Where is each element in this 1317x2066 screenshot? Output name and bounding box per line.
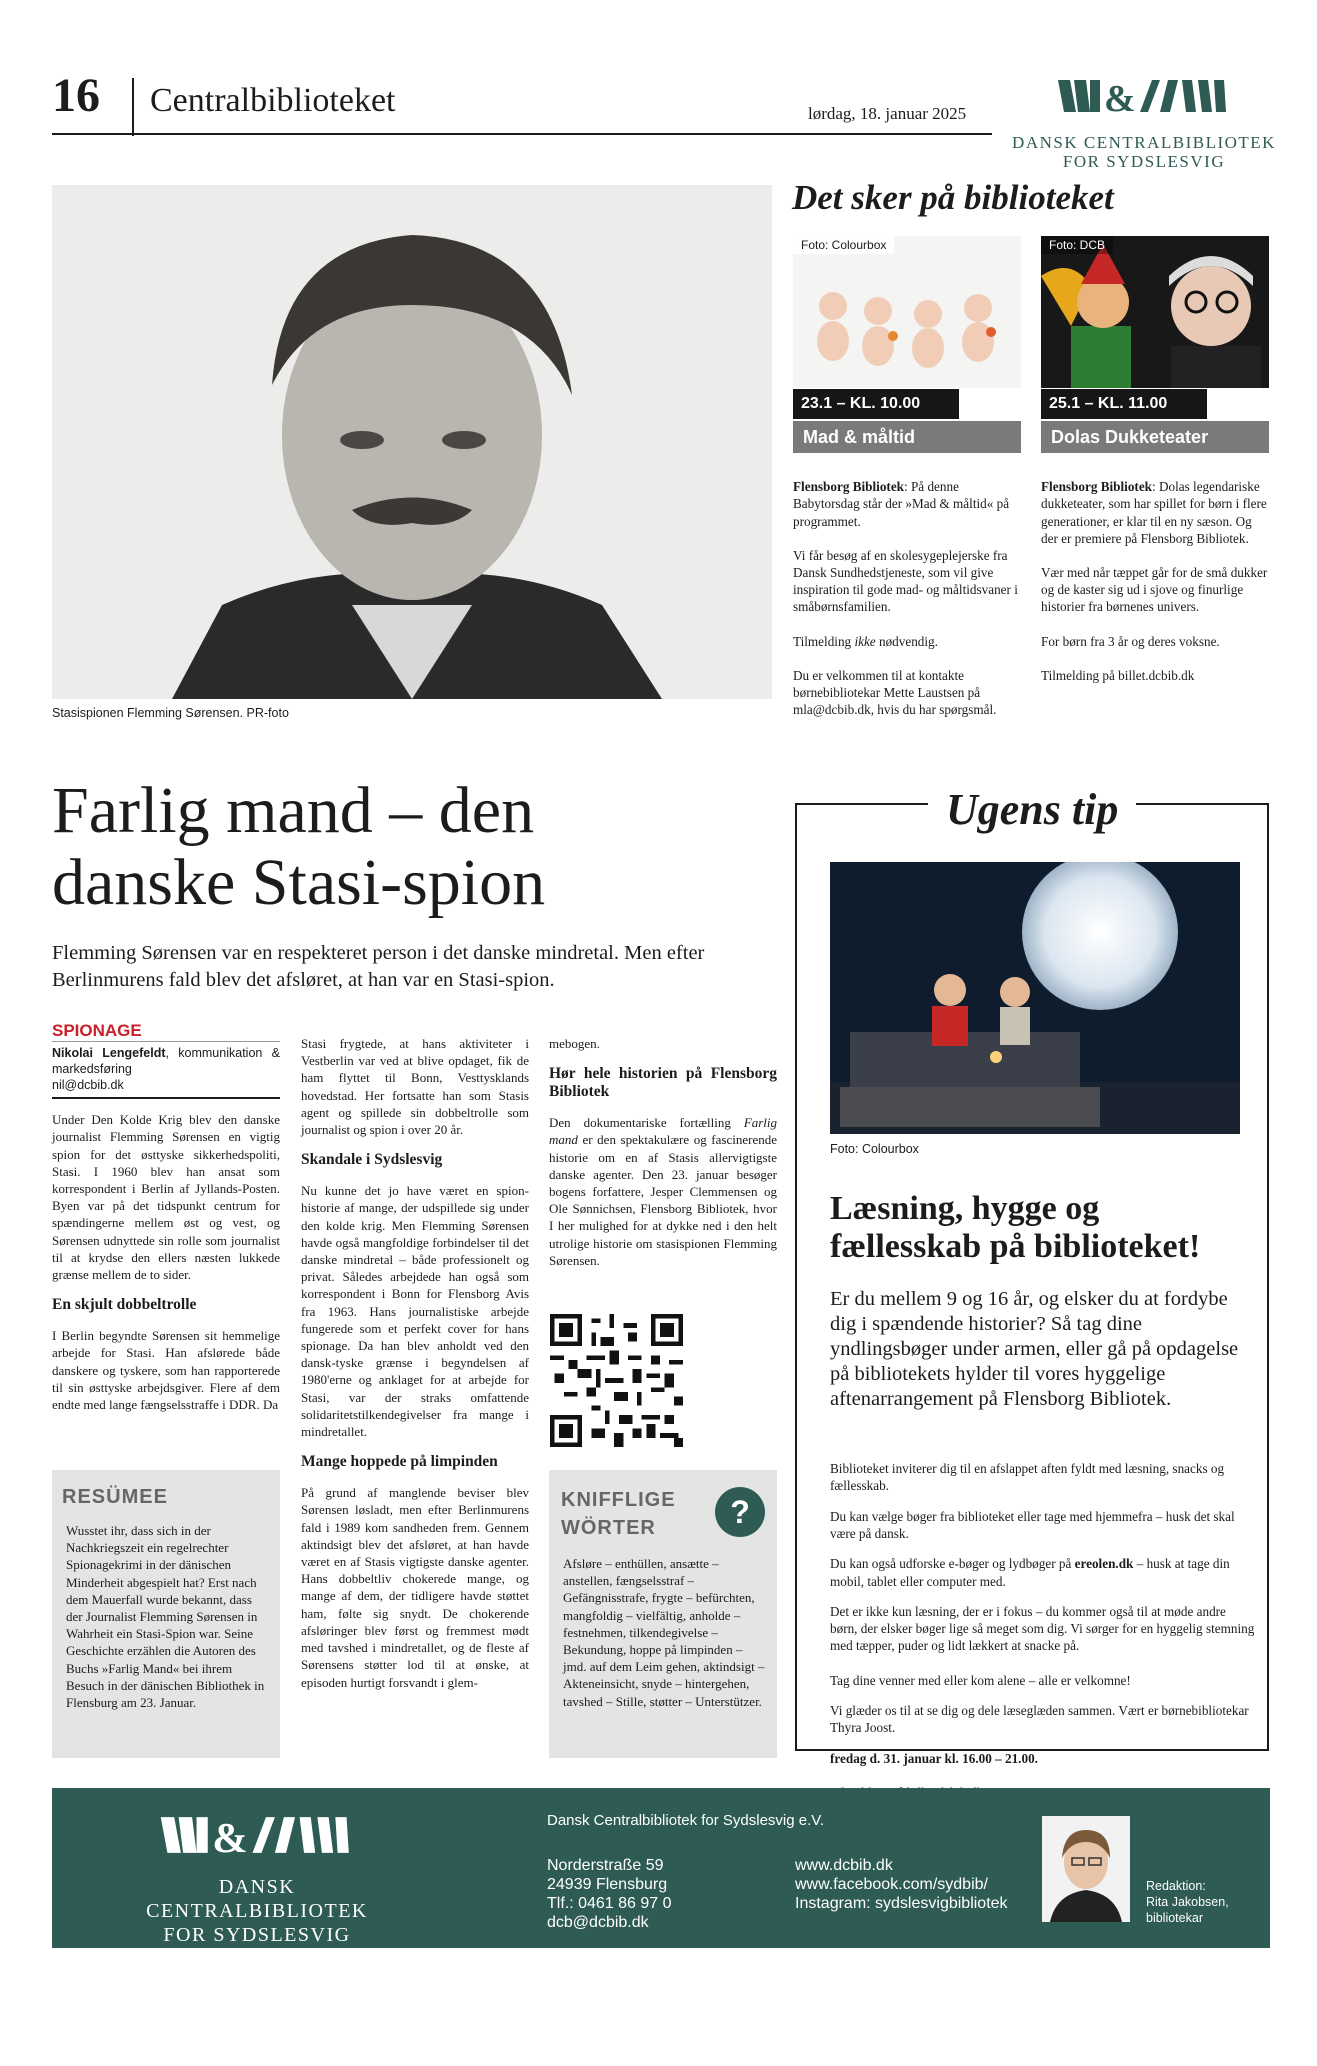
event-location: Flensborg Bibliotek — [793, 479, 905, 495]
tip-paragraph: Du kan også udforske e-bøger og lydbøger på ereolen.dk – husk at tage din mobil, tablet eller computer med. — [830, 1556, 1230, 1589]
resume-box — [52, 1470, 280, 1758]
footer-instagram-link[interactable]: Instagram: sydslesvigbibliotek — [795, 1895, 1008, 1912]
article-paragraph: mebogen. — [549, 1036, 600, 1051]
tip-paragraph: Du kan vælge bøger fra biblioteket eller tage med hjemmefra – husk det skal være på dansk. — [830, 1508, 1235, 1541]
article-paragraph: Den dokumentariske fortælling Farlig mand er den spektakulære og fascinerende historie om en af Stasis allervigtigste danske agenter. Den 23. januar besøger bogens forfattere, Jesper Clemmensen og Ole Sønnichsen, Flensborg Bibliotek, hvor I her mulighed for at dykke ned i den helt utrolige historie om stasispionen Flemming Sørensen. — [549, 1115, 777, 1268]
dcb-logo-mark — [1010, 78, 1278, 114]
photo-credit: Foto: DCB — [1041, 236, 1113, 254]
svg-text:&: & — [1104, 78, 1136, 114]
article-paragraph: Nu kunne det jo have været en spion-historie af mange, der udspillede sig under den kolde krig. Men Flemming Sørensen havde også mangfoldige forbindelser til det danske mindretal – både professionelt og privat. Således arbejdede han også som korrespondent i Bonn for Flensborg Avis fra 1963. Hans journalistiske arbejde fungerede som et perfekt cover for hans spionage. Da han blev anholdt ved den dansk-tyske grænse i begyndelsen af 1980'erne og anklaget for at arbejde for Stasi, var der straks omfattende solidaritetstilkendegivelser fra mange i mindretallet. — [301, 1183, 529, 1440]
article-subheading: Skandale i Sydslesvig — [301, 1151, 443, 1169]
photo-caption: Stasispionen Flemming Sørensen. PR-foto — [52, 706, 289, 720]
article-column-1 — [52, 1022, 280, 1426]
article-column-3 — [549, 1022, 777, 1282]
event-date-tag: 23.1 – KL. 10.00 — [793, 389, 959, 419]
question-icon: ? — [715, 1487, 765, 1537]
tip-paragraph: Det er ikke kun læsning, der er i fokus – du kommer også til at møde andre børn, der elsker bøger lige så meget som dig. Vi sørger for en hyggelig stemning med tæpper, puder og lidt lækkert at snacke på. — [830, 1603, 1255, 1654]
event-date-tag: 25.1 – KL. 11.00 — [1041, 389, 1207, 419]
event-photo-puppet — [1041, 236, 1269, 388]
article-headline: Farlig mand – den danske Stasi-spion — [52, 774, 546, 919]
event-signup: Tilmelding på billet.dcbib.dk — [1041, 667, 1195, 683]
page-number: 16 — [52, 69, 100, 122]
tip-headline: Læsning, hygge og fællesskab på biblioteket! — [830, 1190, 1201, 1265]
article-paragraph: I Berlin begyndte Sørensen sit hemmelige arbejde for Stasi. Han afslørede både danskere og tyskere, som han rapporterede til sin østtyske arbejdsgiver. Flere af dem endte med lange fængselsstraffe i DDR. Da — [52, 1328, 280, 1413]
article-paragraph: På grund af manglende beviser blev Sørensen løsladt, men efter Berlinmurens fald i 1989 kom sandheden frem. Gennem aktindsigt blev det afsløret, at han havde været en af Stasis vigtigste danske agenter. Hans dobbeltliv chokerede mange, og mange af dem, der tidligere havde støttet ham, følte sig snydt. De chokerende afsløringer blev først og fremmest mødt med tavshed i mindretallet, og de fleste af Sørensens støtter lod til at ønske, at episoden hurtigt forsvandt i glem- — [301, 1485, 529, 1690]
logo-line2: FOR SYDSLESVIG — [1062, 152, 1226, 171]
logo-line1: DANSK CENTRALBIBLIOTEK — [1012, 133, 1276, 152]
event-text: Vi får besøg af en skolesygeplejerske fra Dansk Sundhedstjeneste, som vil give inspiration til gode mad- og måltidsvaner i småbørnsfamilien. — [793, 547, 1018, 615]
author-email[interactable]: nil@dcbib.dk — [52, 1078, 124, 1093]
tip-title: Ugens tip — [928, 784, 1136, 835]
footer-logo-line1: DANSK CENTRALBIBLIOTEK — [146, 1876, 368, 1922]
footer-org: Dansk Centralbibliotek for Sydslesvig e.V. — [547, 1812, 825, 1829]
svg-text:&: & — [212, 1814, 248, 1856]
footer-address: Norderstraße 59 24939 Flensburg Tlf.: 0461 86 97 0 dcb@dcbib.dk — [547, 1857, 672, 1931]
event-text: : Dolas legendariske dukketeater, som har spillet for børn i flere generationer, er klar til en ny sæson. Og der er premiere på Flensborg Bibliotek. — [1041, 479, 1267, 546]
event-description — [1041, 465, 1269, 697]
glossary-text: Afsløre – enthüllen, ansætte – anstellen, fængselsstraf – Gefängnisstrafe, frygte – befürchten, mangfoldig – vielfältig, anholde – festnehmen, tilkendegivelse – Bekundung, hoppe på limpinden – jmd. auf dem Leim gehen, aktindsigt – Akteneinsicht, snyde – hintergehen, tavshed – Stille, støtter – Unterstützer. — [563, 1556, 765, 1709]
article-column-2 — [301, 1022, 529, 1704]
tip-photo — [830, 862, 1240, 1134]
event-title-tag: Mad & måltid — [793, 421, 1021, 453]
tip-paragraph: Biblioteket inviterer dig til en afslappet aften fyldt med læsning, snacks og fællesskab. — [830, 1461, 1225, 1494]
article-subheading: Mange hoppede på limpinden — [301, 1453, 498, 1471]
section-title: Centralbiblioteket — [150, 82, 396, 119]
ereolen-link[interactable]: ereolen.dk — [1074, 1556, 1134, 1572]
tip-lead: Er du mellem 9 og 16 år, og elsker du at fordybe dig i spændende historier? Så tag dine yndlingsbøger under armen, eller gå på opdagelse på bibliotekets hylder til vores hyggelige aftenarrangement på Flensborg Bibliotek. — [830, 1288, 1239, 1410]
footer-phone[interactable]: Tlf.: 0461 86 97 0 — [547, 1895, 672, 1912]
glossary-box — [549, 1470, 777, 1758]
qr-code[interactable] — [550, 1314, 683, 1447]
footer-facebook-link[interactable]: www.facebook.com/sydbib/ — [795, 1876, 988, 1893]
tip-when: fredag d. 31. januar kl. 16.00 – 21.00. — [830, 1750, 1038, 1766]
article-paragraph: Stasi frygtede, at hans aktiviteter i Vestberlin var ved at blive opdaget, fik de ham flyttet til Bonn, Vesttysklands hovedstad. Her fortsatte han som Stasis agent og spillede sin dobbeltrolle som journalist og spion i over 20 år. — [301, 1036, 529, 1138]
tip-paragraph: Tag dine venner med eller kom alene – alle er velkomne! — [830, 1672, 1131, 1688]
article-lead: Flemming Sørensen var en respekteret person i det danske mindretal. Men efter Berlinmurens fald blev det afsløret, at han var en Stasi-spion. — [52, 942, 705, 991]
event-text: Vær med når tæppet går for de små dukker og de kaster sig ud i sjove og finurlige historier fra børnenes univers. — [1041, 565, 1268, 615]
footer-logo — [107, 1814, 407, 1947]
tip-body — [830, 1447, 1255, 1814]
event-signup: Tilmelding ikke nødvendig. — [793, 633, 938, 649]
dcb-logo — [1010, 78, 1278, 170]
footer-email[interactable]: dcb@dcbib.dk — [547, 1914, 649, 1931]
editor-photo — [1042, 1816, 1130, 1922]
tip-photo-credit: Foto: Colourbox — [830, 1142, 919, 1156]
event-title-tag: Dolas Dukketeater — [1041, 421, 1269, 453]
event-contact: Du er velkommen til at kontakte børnebibliotekar Mette Laustsen på mla@dcbib.dk, hvis du har spørgsmål. — [793, 667, 997, 718]
header-rule — [52, 133, 992, 135]
tip-paragraph: Vi glæder os til at se dig og dele læseglæden sammen. Vært er børnebibliotekar Thyra Joost. — [830, 1702, 1249, 1736]
events-title: Det sker på biblioteket — [792, 178, 1114, 217]
header-divider — [132, 78, 134, 136]
footer-web-link[interactable]: www.dcbib.dk — [795, 1857, 893, 1874]
event-audience: For børn fra 3 år og deres voksne. — [1041, 633, 1220, 649]
article-subheading: En skjult dobbeltrolle — [52, 1296, 197, 1314]
portrait-photo — [52, 185, 772, 699]
event-text: : På denne Babytorsdag står der »Mad & måltid« på programmet. — [793, 479, 1010, 529]
footer-links — [795, 1856, 1008, 1913]
event-description — [793, 465, 1021, 732]
footer-logo-mark — [107, 1814, 407, 1856]
resume-text: Wusstet ihr, dass sich in der Nachkriegszeit ein regelrechter Spionagekrimi in der dänischen Minderheit abgespielt hat? Erst nach dem Mauerfall wurde bekannt, dass der Journalist Flemming Sørensen in Wahrheit ein Stasi-Spion war. Seine Geschichte erzählen die Autoren des Buchs »Farlig Mand« bei ihrem Besuch in der dänischen Bibliothek in Flensburg am 23. Januar. — [66, 1523, 265, 1711]
event-location: Flensborg Bibliotek — [1041, 479, 1153, 495]
article-subheading: Hør hele historien på Flensborg Bibliotek — [549, 1065, 777, 1101]
issue-date: lørdag, 18. januar 2025 — [808, 104, 967, 123]
glossary-title: KNIFFLIGE WÖRTER — [561, 1489, 676, 1539]
footer-logo-line2: FOR SYDSLESVIG — [163, 1924, 351, 1946]
photo-credit: Foto: Colourbox — [793, 236, 894, 254]
article-kicker: SPIONAGE — [52, 1021, 142, 1040]
footer-editor: Redaktion: Rita Jakobsen, bibliotekar — [1146, 1879, 1229, 1925]
event-photo-babies — [793, 236, 1021, 388]
resume-title: RESÜMEE — [62, 1486, 168, 1508]
byline: Nikolai Lengefeldt, kommunikation & markedsføring nil@dcbib.dk — [52, 1041, 280, 1093]
article-paragraph: Under Den Kolde Krig blev den danske journalist Flemming Sørensen en vigtig spion for det østtyske sikkerhedspoliti, Stasi. I 1960 blev han ansat som korrespondent i Berlin af Jyllands-Posten. Byen var på det tidspunkt centrum for spændingerne mellem øst og vest, og Sørensen udnyttede sin rolle som journalist til at krydse den ellers næsten lukkede grænse mellem de to sider. — [52, 1112, 280, 1283]
footer-bar — [52, 1788, 1270, 1948]
